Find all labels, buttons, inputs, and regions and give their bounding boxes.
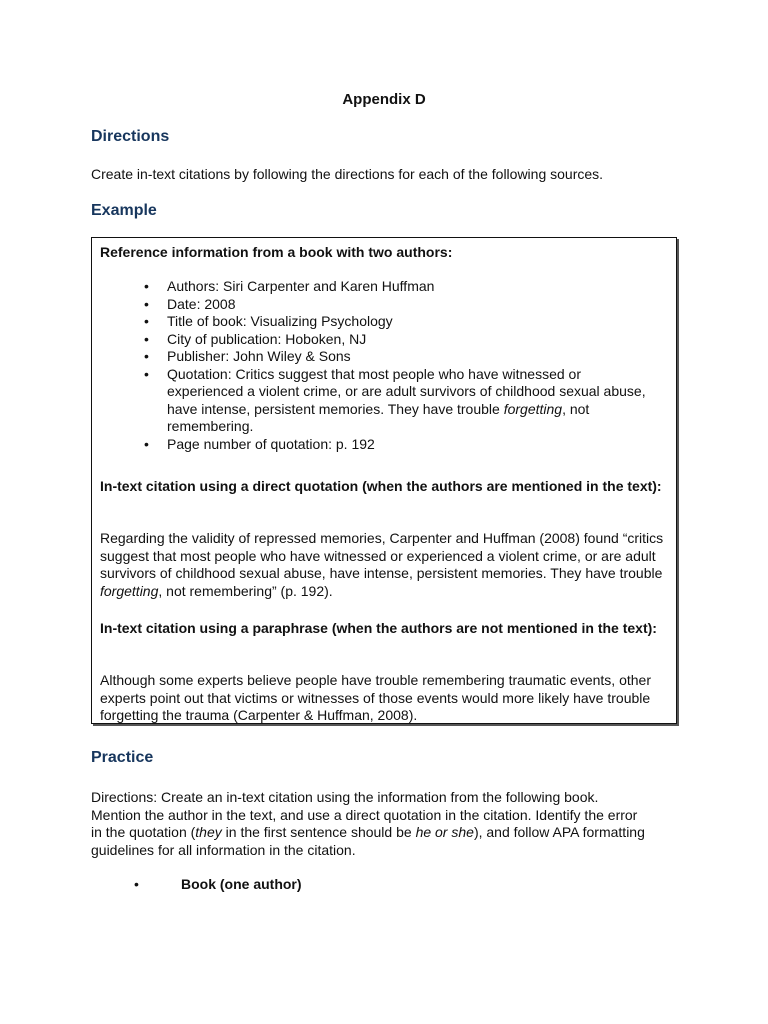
list-item: • Title of book: Visualizing Psychology bbox=[167, 313, 647, 331]
practice-bullet-label: Book (one author) bbox=[181, 876, 302, 892]
direct-text-start: Regarding the validity of repressed memories, Carpenter and Huffman (2008) found “critics suggest that most people who have witnessed or experienced a violent crime, or are adult survivors of childhood sexual abuse, have intense, persistent memories. They have trouble bbox=[100, 530, 664, 581]
quotation-text: Quotation: Critics suggest that most people who have witnessed or experienced a violent crime, or are adult survivors of childhood sexual abuse, have intense, persistent memories. They have trouble bbox=[167, 365, 646, 417]
direct-citation-text bbox=[100, 530, 666, 600]
reference-list bbox=[100, 278, 647, 453]
practice-text-a: Directions: Create an in-text citation using the information from the following book. Mention the author in the text, and use a direct quotation in the citation. Identify the error in the quotation ( bbox=[91, 789, 638, 840]
quotation-end: , not remembering. bbox=[167, 400, 590, 434]
paraphrase-text: Although some experts believe people have trouble remembering traumatic events, other experts point out that victims or witnesses of those events would more likely have trouble forgetting the trauma (Carpenter & Huffman, 2008). bbox=[100, 672, 651, 723]
direct-text-end: , not remembering” (p. 192). bbox=[158, 582, 333, 599]
quotation-italic: forgetting bbox=[503, 400, 563, 417]
list-item: • Publisher: John Wiley & Sons bbox=[167, 348, 647, 366]
list-item: • City of publication: Hoboken, NJ bbox=[167, 331, 647, 349]
list-item: • Page number of quotation: p. 192 bbox=[167, 436, 647, 454]
page-title: Appendix D bbox=[342, 91, 426, 108]
practice-heading: Practice bbox=[91, 749, 154, 766]
direct-citation-heading: In-text citation using a direct quotation (when the authors are mentioned in the text): bbox=[100, 478, 662, 494]
directions-heading: Directions bbox=[91, 128, 170, 145]
example-box bbox=[91, 237, 677, 724]
practice-italic-he-or-she: he or she bbox=[415, 824, 474, 840]
directions-text: Create in-text citations by following the directions for each of the following sources. bbox=[91, 166, 604, 182]
reference-heading: Reference information from a book with two authors: bbox=[100, 244, 453, 260]
practice-text-b: in the first sentence should be bbox=[221, 824, 416, 840]
practice-text-c: ), and follow APA formatting guidelines for all information in the citation. bbox=[91, 824, 645, 858]
example-heading: Example bbox=[91, 202, 157, 219]
bullet-icon: • bbox=[134, 876, 139, 892]
practice-italic-they: they bbox=[195, 824, 222, 840]
list-item: • Date: 2008 bbox=[167, 296, 647, 314]
direct-italic: forgetting bbox=[100, 582, 159, 599]
list-item: • Authors: Siri Carpenter and Karen Huffman bbox=[167, 278, 647, 296]
list-item-quotation bbox=[167, 366, 647, 436]
paraphrase-heading: In-text citation using a paraphrase (when the authors are not mentioned in the text): bbox=[100, 620, 657, 636]
practice-directions bbox=[91, 789, 651, 859]
